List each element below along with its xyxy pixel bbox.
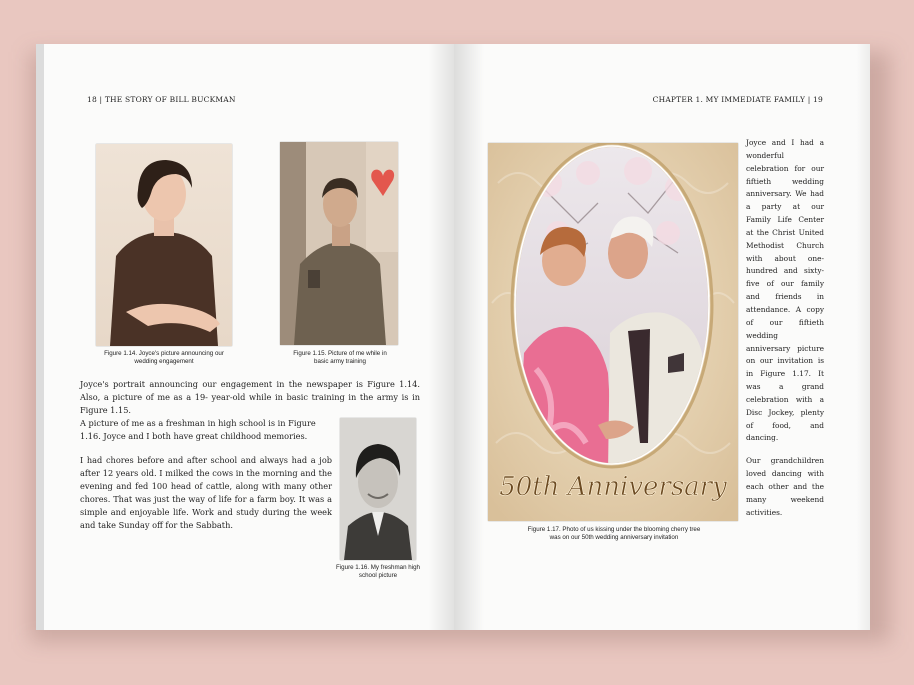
paragraph-engagement: Joyce's portrait announcing our engagement in the newspaper is Figure 1.14. Also, a picture of me as a 19- year-old while in basic training in the army is in Figure 1.15. — [80, 379, 420, 415]
caption-figure-1-14: Figure 1.14. Joyce's picture announcing our wedding engagement — [104, 350, 224, 365]
left-running-head: 18 | THE STORY OF BILL BUCKMAN — [87, 95, 236, 104]
right-text-column — [746, 137, 824, 529]
right-running-head: CHAPTER 1. MY IMMEDIATE FAMILY | 19 — [652, 95, 823, 104]
caption-figure-1-15: Figure 1.15. Picture of me while in basic army training — [293, 350, 387, 365]
caption-figure-1-16: Figure 1.16. My freshman high school picture — [336, 564, 420, 579]
photo-freshman-high-school — [340, 418, 416, 560]
anniversary-invitation — [488, 143, 738, 521]
photo-basic-army-training — [280, 142, 398, 345]
photo-joyce-engagement — [96, 144, 232, 346]
anniversary-banner-text: 50th Anniversary — [499, 472, 727, 502]
paragraph-anniversary: Joyce and I had a wonderful celebration for our fiftieth wedding anniversary. We had a party at our Family Life Center at the Christ United Methodist Church with about one-hundred and sixty-five of our family and friends in attendance. A copy of our fiftieth wedding anniversary picture on our invitation is in Figure 1.17. It was a grand celebration with a Disc Jockey, plenty of food, and dancing. — [746, 138, 824, 443]
paragraph-chores: I had chores before and after school and always had a job after 12 years old. I milked the cows in the morning and the evening and fed 100 head of cattle, along with many other chores. That was just the way of life for a farm boy. It was a simple and enjoyable life. Work and study during the week and take Sunday off for the Sabbath. — [80, 455, 332, 530]
right-page — [454, 44, 870, 630]
paragraph-grandchildren: Our grandchildren loved dancing with each other and the many weekend activities. — [746, 456, 824, 517]
paragraph-freshman: A picture of me as a freshman in high school is in Figure 1.16. Joyce and I both have great childhood memories. — [80, 418, 316, 441]
left-page — [36, 44, 454, 630]
caption-figure-1-17: Figure 1.17. Photo of us kissing under the blooming cherry tree was on our 50th wedding anniversary invitation — [527, 526, 701, 541]
